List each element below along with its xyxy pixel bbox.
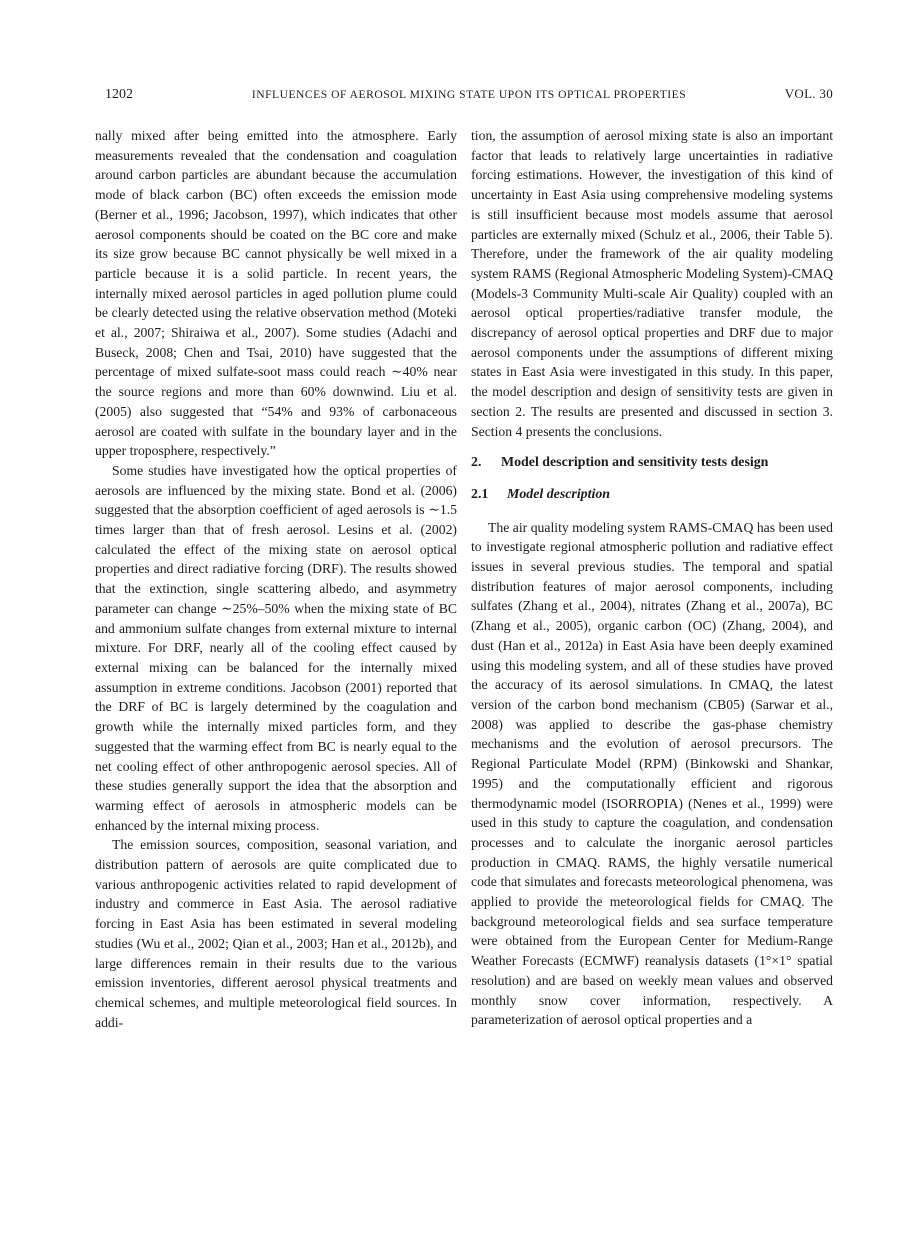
section-heading [471,453,833,473]
section-number: 2. [471,455,482,471]
paragraph: The emission sources, composition, seasonal variation, and distribution pattern of aerosols are quite complicated due to various anthropogenic activities related to rapid development of industry and commerce in East Asia. The aerosol radiative forcing in East Asia has been estimated in several modeling studies (Wu et al., 2002; Qian et al., 2003; Han et al., 2012b), and large differences remain in their results due to the various emission inventories, different aerosol physical treatments and chemical schemes, and multiple meteorological field sources. In addi- [95,837,457,1030]
paragraph-continuation: tion, the assumption of aerosol mixing state is also an important factor that leads to relatively large uncertainties in radiative forcing estimations. However, the investigation of this kind of uncertainty in East Asia using comprehensive modeling systems is still insufficient because most models assume that aerosol particles are externally mixed (Schulz et al., 2006, their Table 5). Therefore, under the framework of the air quality modeling system RAMS (Regional Atmospheric Modeling System)-CMAQ (Models-3 Community Multi-scale Air Quality) coupled with an aerosol optical properties/radiative transfer module, the discrepancy of aerosol optical properties and DRF due to major aerosol components under the assumptions of different mixing states in East Asia were investigated in this study. In this paper, the model description and design of sensitivity tests are given in section 2. The results are presented and discussed in section 3. Section 4 presents the conclusions. [471,128,833,439]
two-column-body [95,126,833,1032]
paragraph: Some studies have investigated how the optical properties of aerosols are influenced by the mixing state. Bond et al. (2006) suggested that the absorption coefficient of aged aerosols is ∼1.5 times larger than that of fresh aerosol. Lesins et al. (2002) calculated the effect of the mixing state on aerosol optical properties and direct radiative forcing (DRF). The results showed that the extinction, single scattering albedo, and asymmetry parameter can change ∼25%–50% when the mixing state of BC and ammonium sulfate changes from external mixture to internal mixture. For DRF, nearly all of the cooling effect caused by external mixing can be balanced for the internally mixed assumption in extreme conditions. Jacobson (2001) reported that the DRF of BC is largely determined by the coagulation and growth while the internally mixed particles form, and they suggested that the warming effect from BC is nearly equal to the net cooling effect of other anthropogenic aerosol species. All of these studies generally support the idea that the absorption and warming effect of aerosols in atmospheric models can be enhanced by the internal mixing process. [95,462,457,833]
subsection-number: 2.1 [471,486,489,502]
subsection-heading [471,485,833,505]
page-number: 1202 [105,87,133,102]
left-column [95,126,457,1032]
paragraph: The air quality modeling system RAMS-CMAQ has been used to investigate regional atmospheric pollution and radiative effect issues in several previous studies. The temporal and spatial distribution features of major aerosol components, including sulfates (Zhang et al., 2004), nitrates (Zhang et al., 2007a), BC (Zhang et al., 2005), organic carbon (OC) (Zhang, 2004), and dust (Han et al., 2012a) in East Asia have been deeply examined using this modeling system, and all of these studies have proved the accuracy of its aerosol simulations. In CMAQ, the latest version of the carbon bond mechanism (CB05) (Sarwar et al., 2008) was applied to describe the gas-phase chemistry mechanisms and the evolution of aerosol precursors. The Regional Particulate Model (RPM) (Binkowski and Shankar, 1995) and the computationally efficient and rigorous thermodynamic model (ISORROPIA) (Nenes et al., 1999) were used in this study to capture the coagulation, and condensation processes and to calculate the inorganic aerosol particles production in CMAQ. RAMS, the highly versatile numerical code that simulates and forecasts meteorological phenomena, was applied to provide the meteorological fields for CMAQ. The background meteorological fields and sea surface temperature were obtained from the European Center for Medium-Range Weather Forecasts (ECMWF) reanalysis datasets (1°×1° spatial resolution) and are based on weekly mean values and observed monthly snow cover information, respectively. A parameterization of aerosol optical properties and a [471,519,833,1028]
subsection-title: Model description [507,486,611,502]
section-title: Model description and sensitivity tests design [501,455,769,471]
right-column [471,126,833,1032]
running-header [95,86,833,103]
running-title: INFLUENCES OF AEROSOL MIXING STATE UPON ITS OPTICAL PROPERTIES [251,88,687,101]
volume-label: VOL. 30 [784,86,834,101]
paragraph-continuation: nally mixed after being emitted into the atmosphere. Early measurements revealed that the condensation and coagulation around carbon particles are abundant because the accumulation mode of black carbon (BC) often exceeds the emission mode (Berner et al., 1996; Jacobson, 1997), which indicates that other aerosol components should be coated on the BC core and make its size grow because BC cannot physically be well mixed in a particle because it is a solid particle. In recent years, the internally mixed aerosol particles in aged pollution plume could be clearly detected using the relative observation method (Moteki et al., 2007; Shiraiwa et al., 2007). Some studies (Adachi and Buseck, 2008; Chen and Tsai, 2010) have suggested that the percentage of mixed sulfate-soot mass could reach ∼40% near the source regions and more than 60% downwind. Liu et al. (2005) also suggested that “54% and 93% of carbonaceous aerosol are coated with sulfate in the boundary layer and in the upper troposphere, respectively.” [95,128,457,459]
